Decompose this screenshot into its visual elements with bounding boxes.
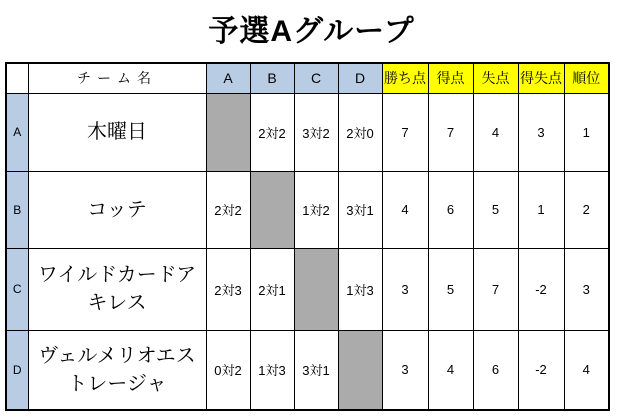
stat-header-points: 勝ち点: [382, 63, 428, 93]
stat-header-goals-against: 失点: [473, 63, 518, 93]
diagonal-cell: [294, 248, 338, 330]
goals-against-cell: 5: [473, 171, 518, 248]
score-cell-a-vs-b: 2対2: [250, 93, 294, 171]
goals-against-cell: 4: [473, 93, 518, 171]
team-name-cell: ワイルドカードアキレス: [28, 248, 206, 330]
score-cell-d-vs-a: 0対2: [206, 330, 250, 410]
goals-for-cell: 5: [428, 248, 473, 330]
points-cell: 3: [382, 330, 428, 410]
team-name-cell: コッテ: [28, 171, 206, 248]
score-cell-b-vs-a: 2対2: [206, 171, 250, 248]
score-cell-d-vs-b: 1対3: [250, 330, 294, 410]
stat-header-goals-for: 得点: [428, 63, 473, 93]
team-name-header: チーム名: [28, 63, 206, 93]
team-name-cell: 木曜日: [28, 93, 206, 171]
row-label-b: B: [6, 171, 28, 248]
diagonal-cell: [250, 171, 294, 248]
rank-cell: 2: [564, 171, 609, 248]
row-label-d: D: [6, 330, 28, 410]
goal-diff-cell: 1: [518, 171, 564, 248]
goal-diff-cell: -2: [518, 330, 564, 410]
score-cell-c-vs-d: 1対3: [338, 248, 382, 330]
rank-cell: 1: [564, 93, 609, 171]
score-cell-c-vs-b: 2対1: [250, 248, 294, 330]
opponent-header-c: C: [294, 63, 338, 93]
score-cell-c-vs-a: 2対3: [206, 248, 250, 330]
stat-header-goal-diff: 得失点: [518, 63, 564, 93]
team-name-cell: ヴェルメリオエストレージャ: [28, 330, 206, 410]
table-row-team-a: [6, 93, 609, 171]
goal-diff-cell: 3: [518, 93, 564, 171]
goals-for-cell: 7: [428, 93, 473, 171]
rank-cell: 3: [564, 248, 609, 330]
diagonal-cell: [338, 330, 382, 410]
score-cell-b-vs-c: 1対2: [294, 171, 338, 248]
goals-for-cell: 6: [428, 171, 473, 248]
stat-header-rank: 順位: [564, 63, 609, 93]
score-cell-b-vs-d: 3対1: [338, 171, 382, 248]
diagonal-cell: [206, 93, 250, 171]
points-cell: 4: [382, 171, 428, 248]
goals-against-cell: 7: [473, 248, 518, 330]
score-cell-a-vs-c: 3対2: [294, 93, 338, 171]
group-a-standings-table: [5, 62, 610, 411]
score-cell-a-vs-d: 2対0: [338, 93, 382, 171]
opponent-header-d: D: [338, 63, 382, 93]
opponent-header-b: B: [250, 63, 294, 93]
table-row-team-c: [6, 248, 609, 330]
corner-cell: [6, 63, 28, 93]
rank-cell: 4: [564, 330, 609, 410]
opponent-header-a: A: [206, 63, 250, 93]
points-cell: 3: [382, 248, 428, 330]
header-row: [6, 63, 609, 93]
score-cell-d-vs-c: 3対1: [294, 330, 338, 410]
goals-for-cell: 4: [428, 330, 473, 410]
table-row-team-d: [6, 330, 609, 410]
goals-against-cell: 6: [473, 330, 518, 410]
table-row-team-b: [6, 171, 609, 248]
row-label-c: C: [6, 248, 28, 330]
goal-diff-cell: -2: [518, 248, 564, 330]
points-cell: 7: [382, 93, 428, 171]
page-title: 予選Aグループ: [208, 15, 415, 48]
row-label-a: A: [6, 93, 28, 171]
